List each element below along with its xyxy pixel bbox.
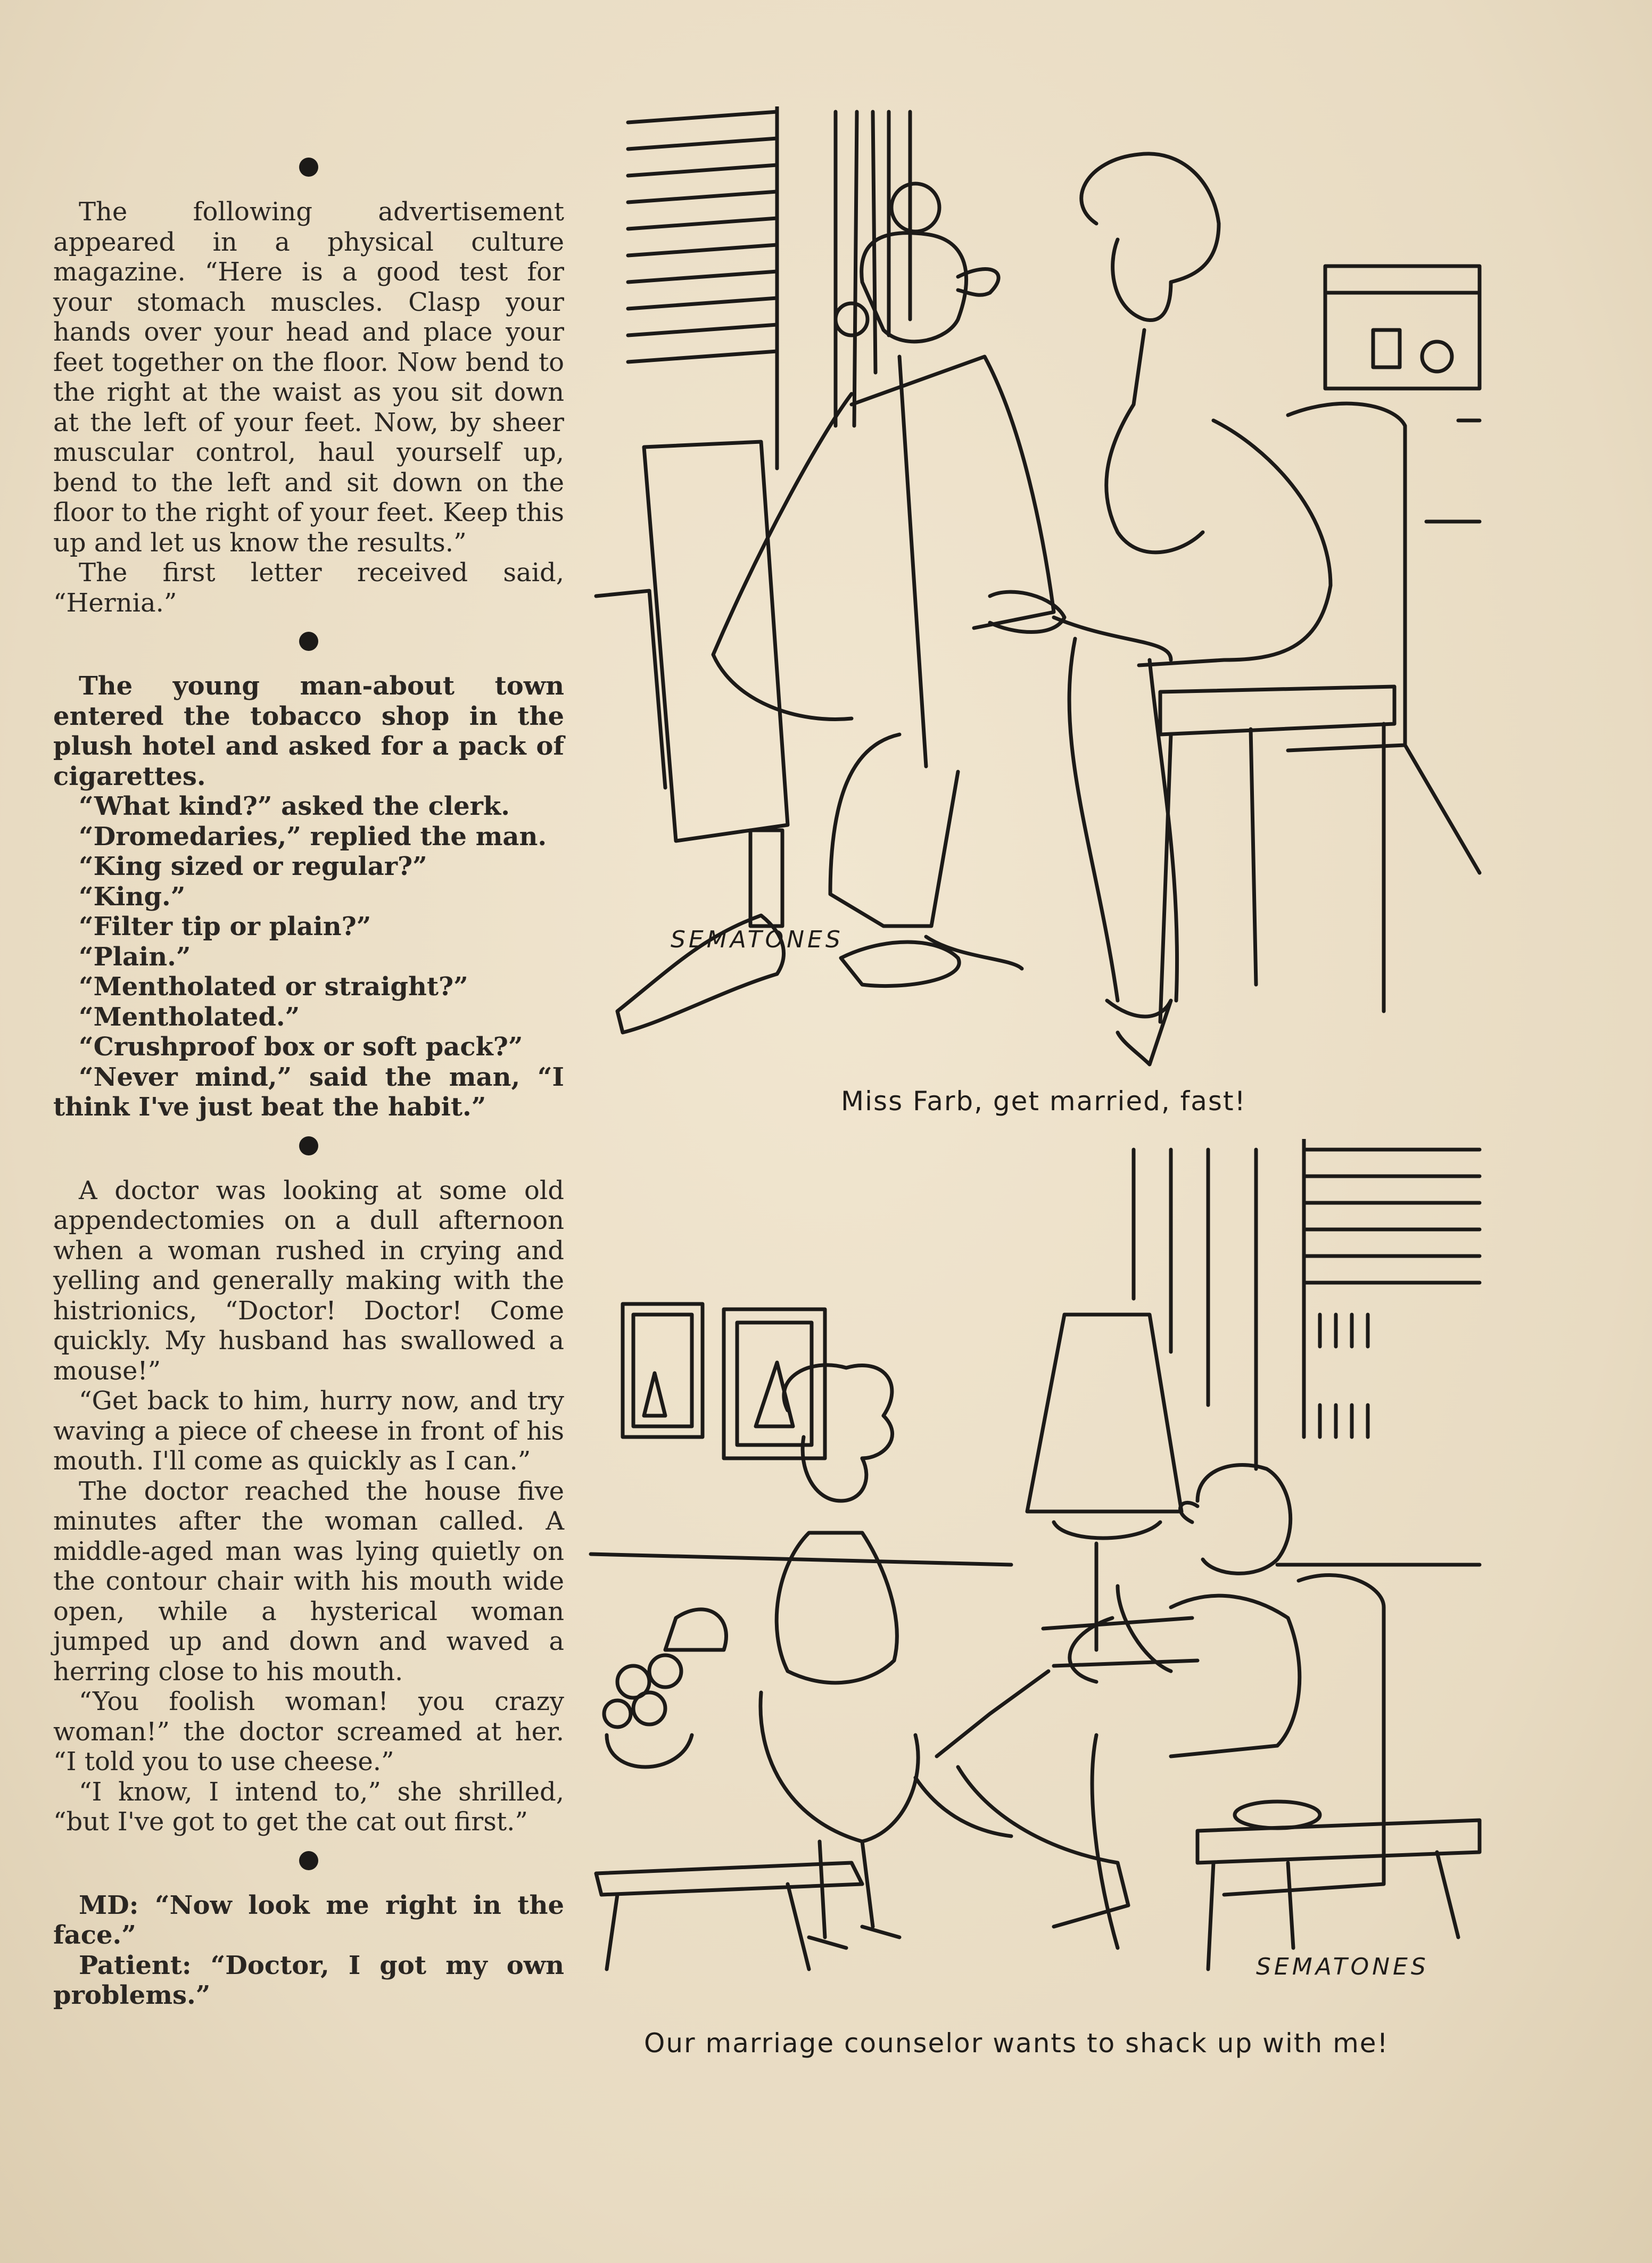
bullet-separator [299, 1136, 318, 1155]
right-chair-drawing [1160, 403, 1480, 1022]
joke-paragraph: A doctor was looking at some old appendectomies on a dull afternoon when a woman rushed in crying and yelling and generally making with the histrionics, “Doctor! Doctor! Come quickly. My husband has swallowed a mouse!” [53, 1175, 564, 1386]
joke-2 [53, 632, 564, 1122]
joke-paragraph: “King sized or regular?” [79, 852, 427, 881]
cartoon-caption: Miss Farb, get married, fast! [841, 1086, 1246, 1117]
curtain-drawing [1134, 1150, 1256, 1469]
curtain-drawing [836, 112, 910, 426]
joke-3 [53, 1136, 564, 1837]
joke-paragraph: “Crushproof box or soft pack?” [79, 1032, 523, 1062]
wall-shelf-drawing [591, 1554, 1480, 1565]
joke-paragraph: “Mentholated or straight?” [79, 972, 468, 1002]
joke-paragraph: “What kind?” asked the clerk. [79, 791, 510, 821]
joke-paragraph: “Plain.” [79, 941, 191, 972]
jokes-column [53, 144, 564, 2021]
husband-figure-drawing [915, 1465, 1300, 1927]
lamp-drawing [1027, 1315, 1182, 1650]
artist-signature: SEMATONES [671, 926, 844, 953]
joke-1 [53, 158, 564, 618]
joke-paragraph: “King.” [79, 881, 186, 912]
bullet-separator [299, 1851, 318, 1870]
joke-paragraph: The doctor reached the house five minutes after the woman called. A middle-aged man was lying quietly on the contour chair with his mouth wide open, while a hysterical woman jumped up and down and waved a herring close to his mouth. [53, 1476, 564, 1687]
cartoon-illustration [585, 1139, 1490, 2044]
joke-paragraph: “I know, I intend to,” she shrilled, “but I've got to get the cat out first.” [53, 1777, 564, 1837]
joke-paragraph: The first letter received said, “Hernia.” [53, 558, 564, 618]
armchair-drawing [1092, 1575, 1384, 1948]
cabinet-drawing [1325, 266, 1480, 522]
bullet-separator [299, 158, 318, 177]
joke-4 [53, 1851, 564, 2011]
bullet-separator [299, 632, 318, 651]
cartoon-doctor-exam [585, 106, 1490, 1117]
wife-figure-drawing [761, 1365, 918, 1948]
joke-paragraph: “Filter tip or plain?” [79, 912, 371, 941]
blinds-drawing [628, 106, 777, 468]
joke-paragraph: “You foolish woman! you crazy woman!” the doctor screamed at her. “I told you to use cheese.” [53, 1687, 564, 1777]
flower-pot-drawing [604, 1609, 726, 1767]
woman-figure-drawing [1069, 154, 1331, 1064]
joke-paragraph: “Mentholated.” [79, 1002, 300, 1032]
joke-paragraph: “Dromedaries,” replied the man. [79, 821, 547, 852]
blinds-drawing [1304, 1139, 1480, 1437]
joke-paragraph: Patient: “Doctor, I got my own problems.” [53, 1950, 564, 2010]
joke-paragraph: The young man-about town entered the tobacco shop in the plush hotel and asked for a pack of cigarettes. [53, 671, 564, 791]
cartoon-marriage-counselor [585, 1139, 1490, 2059]
joke-paragraph: MD: “Now look me right in the face.” [53, 1890, 564, 1950]
joke-paragraph: The following advertisement appeared in a physical culture magazine. “Here is a good test for your stomach muscles. Clasp your hands over your head and place your feet together on the floor. Now bend to the right at the waist as you sit down at the left of your feet. Now, by sheer muscular control, haul yourself up, bend to the left and sit down on the floor to the right of your feet. Keep this up and let us know the results.” [53, 197, 564, 558]
joke-paragraph: “Get back to him, hurry now, and try waving a piece of cheese in front of his mouth. I'll come as quickly as I can.” [53, 1386, 564, 1476]
cartoon-caption: Our marriage counselor wants to shack up with me! [644, 2028, 1389, 2059]
joke-paragraph: “Never mind,” said the man, “I think I've just beat the habit.” [53, 1062, 564, 1122]
framed-pictures-drawing [623, 1304, 825, 1458]
artist-signature: SEMATONES [1256, 1953, 1429, 1980]
